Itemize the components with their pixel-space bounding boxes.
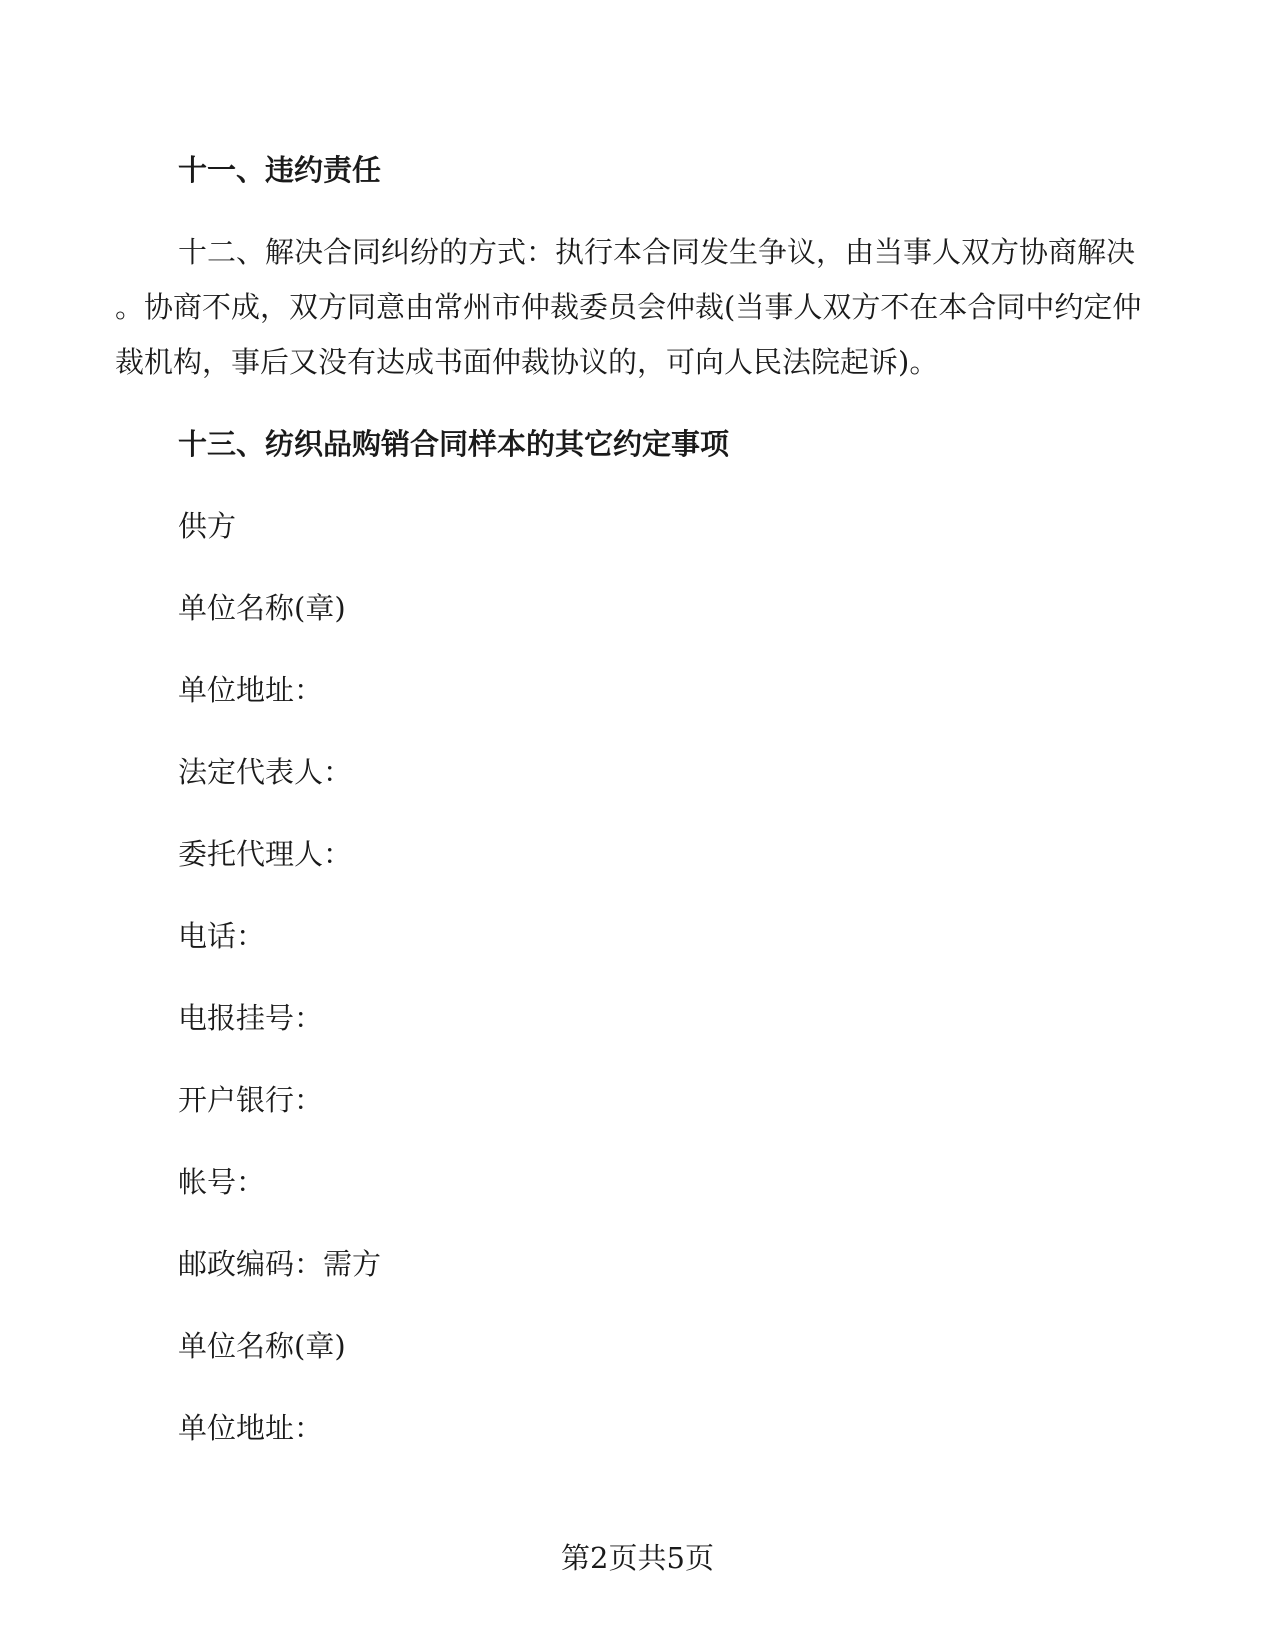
supplier-postal-code-buyer-label-line: 邮政编码：需方 (178, 1247, 382, 1281)
clause-12-paragraph (115, 225, 1142, 390)
supplier-unit-address-line: 单位地址： (178, 673, 324, 707)
contract-body (115, 143, 1142, 1456)
supplier-telegraph-number-line: 电报挂号： (178, 1001, 324, 1035)
supplier-bank-line: 开户银行： (178, 1083, 324, 1117)
buyer-unit-name-line: 单位名称(章) (178, 1329, 346, 1363)
buyer-unit-address-line: 单位地址： (178, 1411, 324, 1445)
supplier-label: 供方 (178, 509, 237, 543)
clause-11-heading: 十一、违约责任 (178, 153, 382, 187)
clause-12-line-1: 十二、解决合同纠纷的方式：执行本合同发生争议，由当事人双方协商解决 (178, 235, 1136, 269)
supplier-unit-name-line: 单位名称(章) (178, 591, 346, 625)
supplier-legal-representative-line: 法定代表人： (178, 755, 353, 789)
supplier-account-number-line: 帐号： (178, 1165, 266, 1199)
supplier-entrusted-agent-line: 委托代理人： (178, 837, 353, 871)
clause-12-line-3: 裁机构，事后又没有达成书面仲裁协议的，可向人民法院起诉)。 (115, 345, 939, 379)
clause-12-line-2: 。协商不成，双方同意由常州市仲裁委员会仲裁(当事人双方不在本合同中约定仲 (115, 290, 1142, 324)
clause-13-heading: 十三、纺织品购销合同样本的其它约定事项 (178, 427, 730, 461)
page-number-footer: 第2页共5页 (561, 1541, 714, 1575)
supplier-phone-line: 电话： (178, 919, 266, 953)
